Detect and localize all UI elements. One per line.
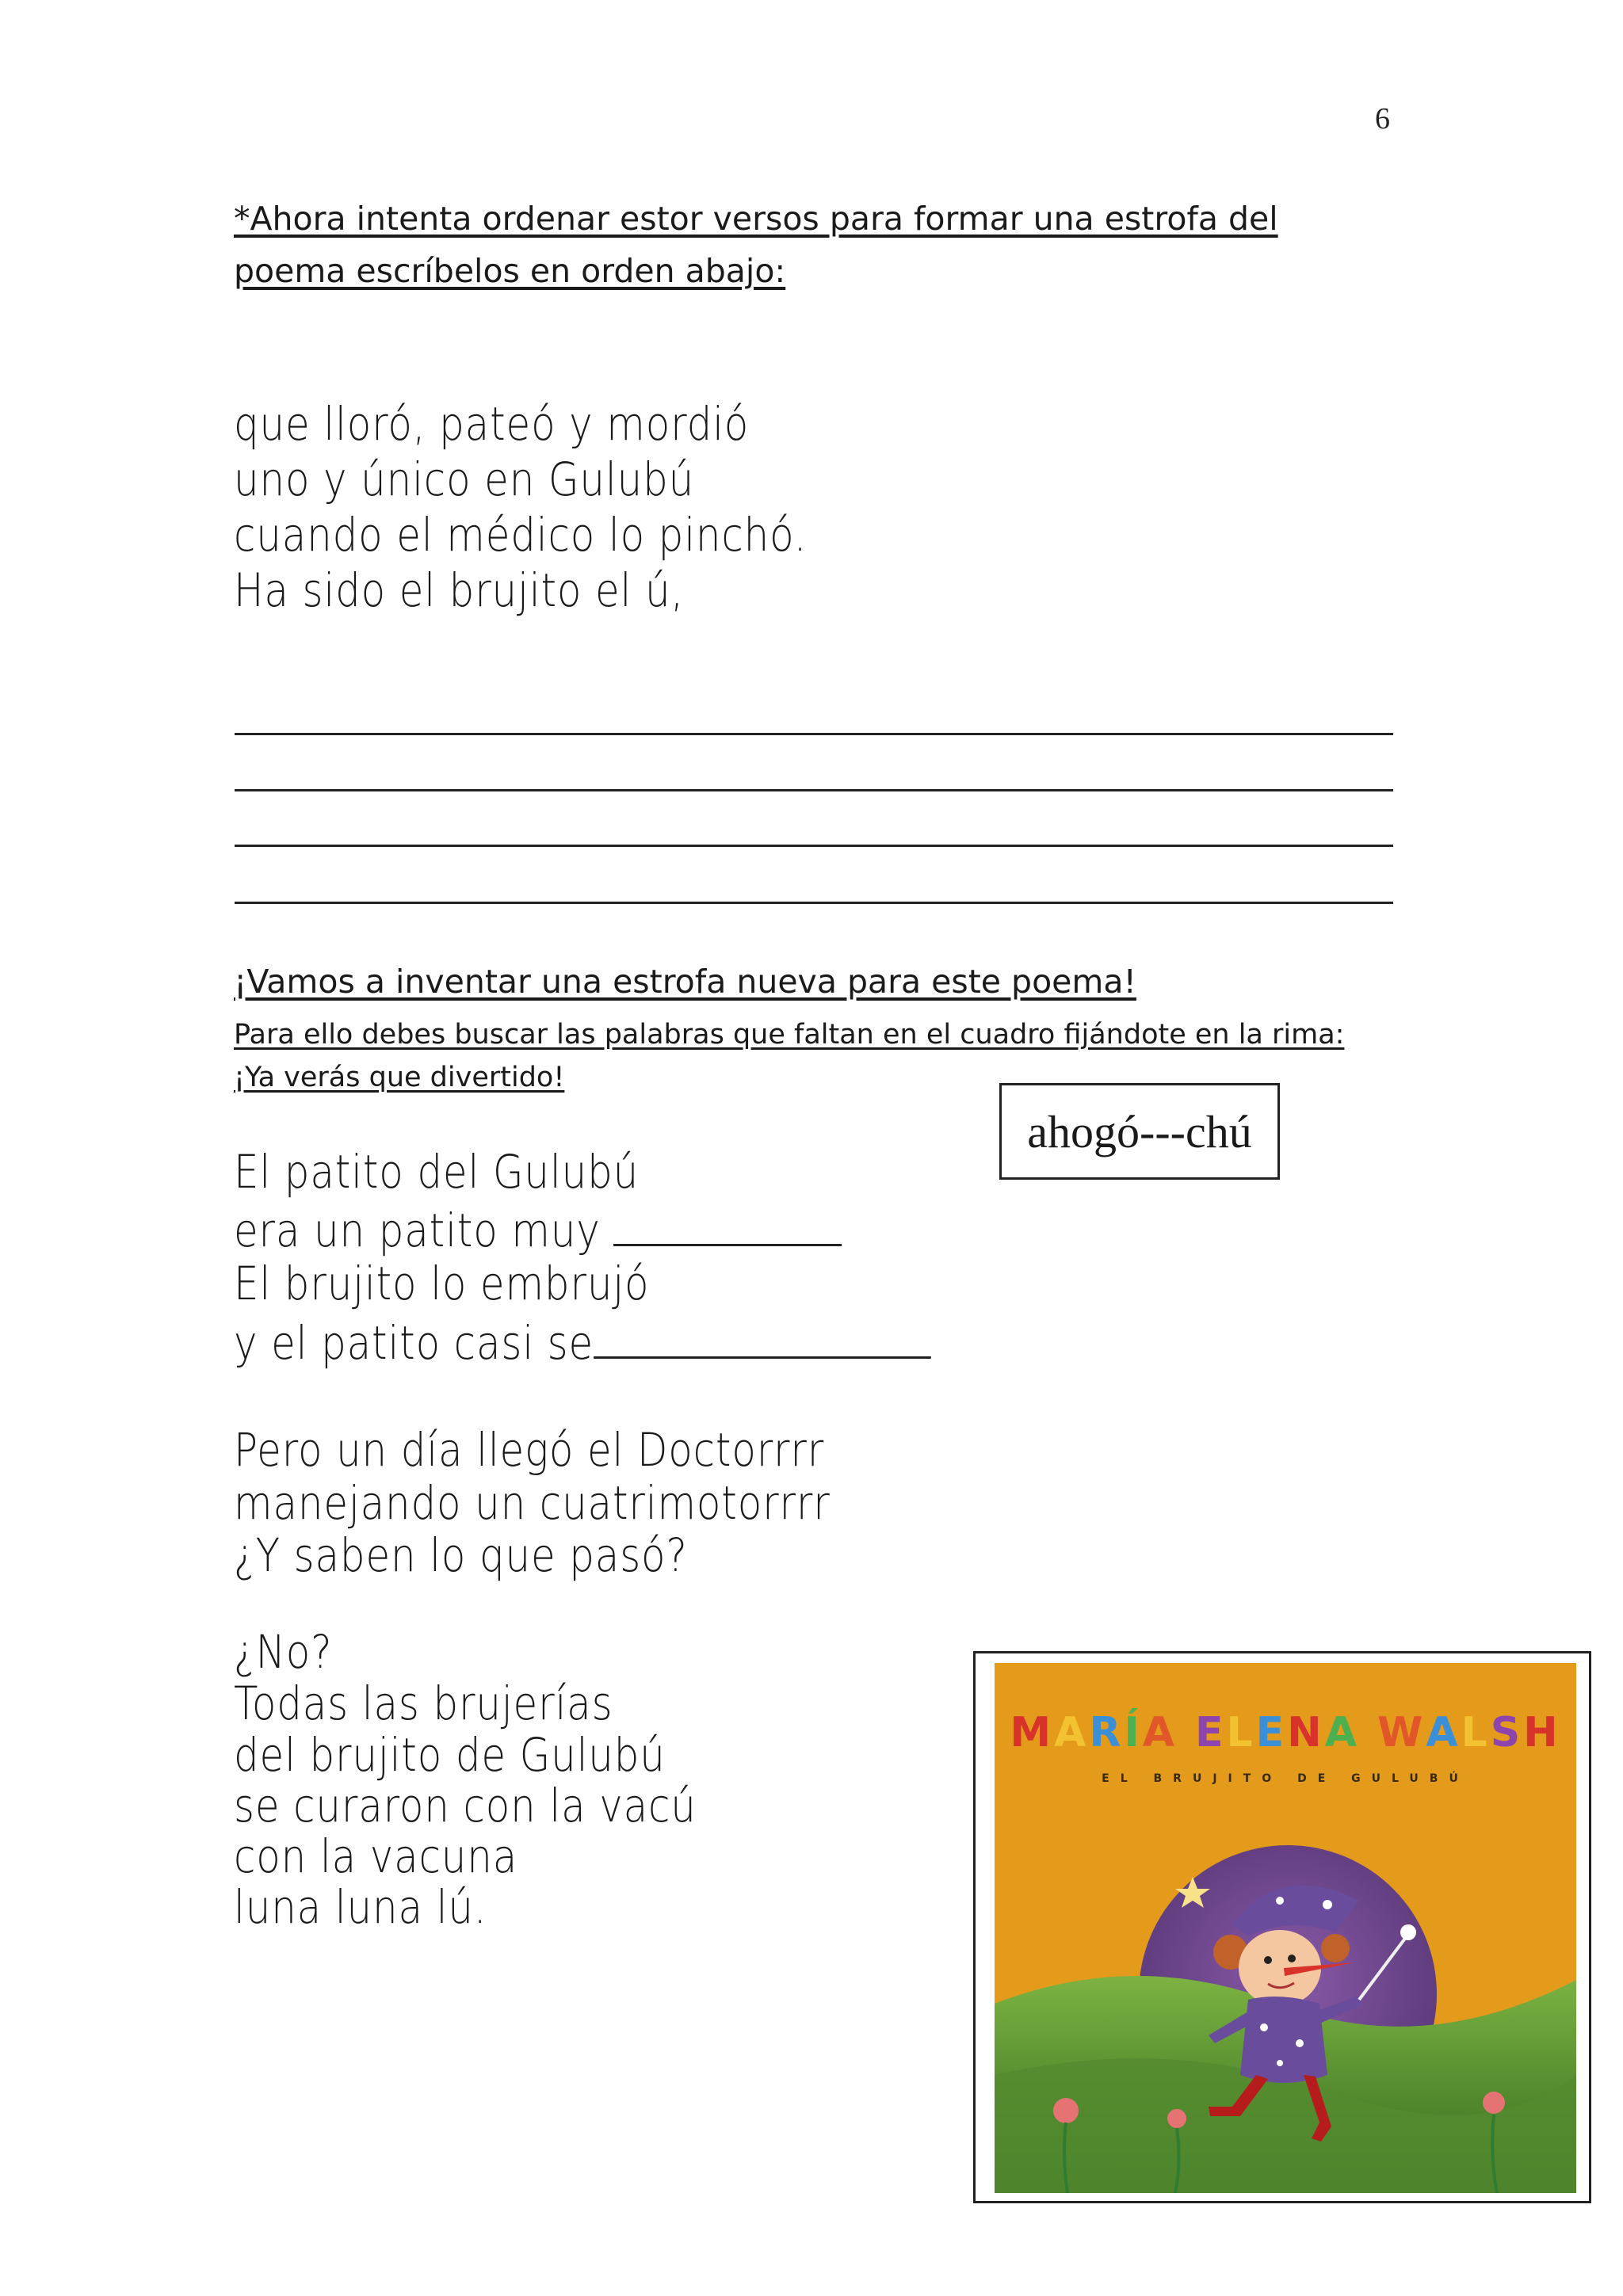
answer-line-3[interactable] <box>235 845 1393 847</box>
cover-author-letter: N <box>1287 1709 1325 1756</box>
cover-author-letter: E <box>1255 1709 1288 1756</box>
rhyme-instruction-line-1: Para ello debes buscar las palabras que faltan en el cuadro fijándote en la rima: <box>234 1019 1345 1051</box>
cover-author-letter: E <box>1194 1709 1227 1756</box>
scrambled-verse-2: uno y único en Gulubú <box>234 452 695 506</box>
fill-blank-2[interactable] <box>594 1320 931 1359</box>
stanza3-line-3: del brujito de Gulubú <box>234 1728 666 1782</box>
cover-subtitle: EL BRUJITO DE GULUBÚ <box>1102 1772 1469 1785</box>
scrambled-verse-3: cuando el médico lo pinchó. <box>234 508 808 562</box>
cover-author-letter: M <box>1010 1709 1055 1756</box>
stanza1-line-1: El patito del Gulubú <box>234 1145 640 1199</box>
instruction-line-1: *Ahora intenta ordenar estor versos para formar una estrofa del <box>234 200 1278 238</box>
section-heading: ¡Vamos a inventar una estrofa nueva para este poema! <box>234 963 1136 1001</box>
cover-author-letter: W <box>1377 1709 1426 1756</box>
instruction-line-2: poema escríbelos en orden abajo: <box>234 252 786 290</box>
cover-author-letter: A <box>1324 1709 1360 1756</box>
cover-author-letter: R <box>1089 1709 1125 1756</box>
stanza3-line-4: se curaron con la vacú <box>234 1779 697 1833</box>
word-box-text: ahogó---chú <box>1027 1105 1252 1158</box>
rhyme-instruction-line-2: ¡Ya verás que divertido! <box>234 1062 565 1093</box>
scrambled-verse-1: que lloró, pateó y mordió <box>234 397 750 451</box>
stanza3-line-2: Todas las brujerías <box>234 1676 613 1730</box>
stanza1-line-3: El brujito lo embrujó <box>234 1257 650 1310</box>
cover-author-letter: L <box>1461 1709 1491 1756</box>
stanza2-line-3: ¿Y saben lo que pasó? <box>234 1528 688 1582</box>
stanza1-line-2-text: era un patito muy <box>234 1203 601 1257</box>
stanza1-line-2 <box>234 1203 842 1258</box>
page-number: 6 <box>1375 102 1390 135</box>
book-cover-image <box>995 1663 1576 2193</box>
answer-line-1[interactable] <box>235 733 1393 735</box>
cover-author-letter: S <box>1490 1709 1524 1756</box>
cover-author-letter: L <box>1226 1709 1256 1756</box>
stanza3-line-1: ¿No? <box>234 1625 333 1679</box>
scrambled-verse-4: Ha sido el brujito el ú, <box>234 563 685 617</box>
stanza2-line-2: manejando un cuatrimotorrrr <box>234 1476 831 1530</box>
fill-blank-1[interactable] <box>613 1207 842 1246</box>
cover-author-letter: A <box>1054 1709 1090 1756</box>
stanza1-line-4-text: y el patito casi se <box>234 1316 594 1370</box>
cover-author-letter: A <box>1426 1709 1461 1756</box>
answer-line-2[interactable] <box>235 789 1393 791</box>
cover-author-letter: Í <box>1124 1709 1143 1756</box>
cover-author-letter: H <box>1523 1709 1561 1756</box>
stanza2-line-1: Pero un día llegó el Doctorrrr <box>234 1423 825 1477</box>
stanza1-line-4 <box>234 1315 931 1371</box>
stanza3-line-6: luna luna lú. <box>234 1880 487 1934</box>
stanza3-line-5: con la vacuna <box>234 1829 518 1883</box>
cover-author-title <box>995 1709 1576 1756</box>
word-box <box>999 1083 1280 1180</box>
cover-author-letter: A <box>1142 1709 1178 1756</box>
answer-line-4[interactable] <box>235 902 1393 904</box>
